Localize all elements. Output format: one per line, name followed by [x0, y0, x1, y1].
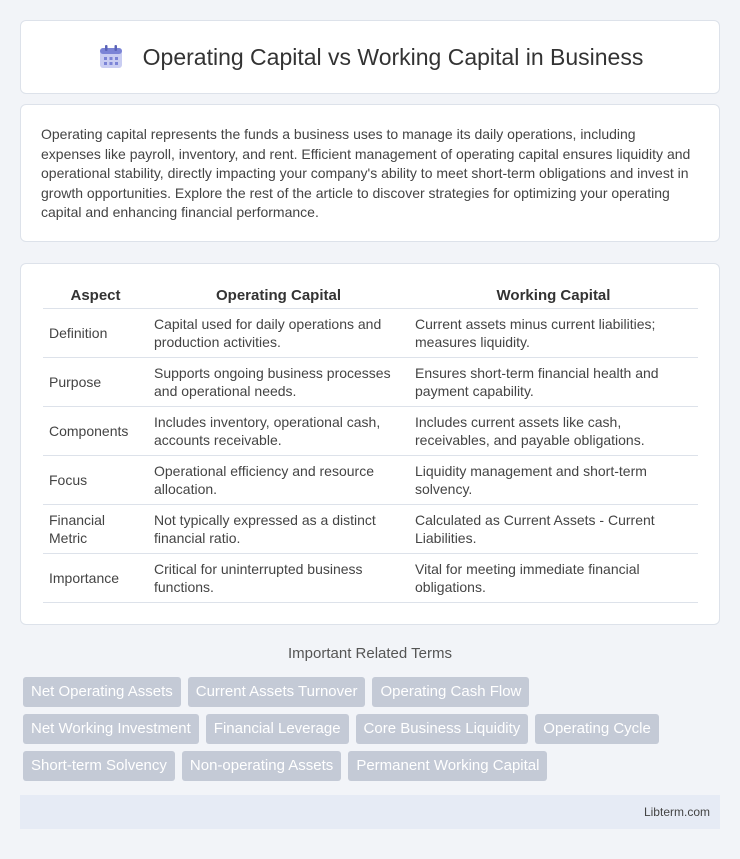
- intro-text: Operating capital represents the funds a business uses to manage its daily operations, including expenses like payroll, inventory, and rent. Efficient management of operating capital ensures liquidity and operational stability, directly impacting your company's ability to meet short-term obligations and invest in growth opportunities. Explore the rest of the article to discover strategies for optimizing your operating capital and enhancing financial performance.: [41, 126, 691, 221]
- related-term-tag[interactable]: Financial Leverage: [206, 714, 349, 744]
- cell-operating: Supports ongoing business processes and operational needs.: [148, 357, 409, 406]
- cell-working: Current assets minus current liabilities; measures liquidity.: [409, 308, 698, 357]
- cell-aspect: Purpose: [43, 357, 148, 406]
- cell-working: Vital for meeting immediate financial obligations.: [409, 553, 698, 602]
- header-working-capital: Working Capital: [409, 284, 698, 308]
- related-term-tag[interactable]: Non-operating Assets: [182, 751, 341, 781]
- related-term-tag[interactable]: Current Assets Turnover: [188, 677, 366, 707]
- table-row: [43, 406, 698, 455]
- header-operating-capital: Operating Capital: [148, 284, 409, 308]
- header-card: [20, 20, 720, 94]
- cell-operating: Operational efficiency and resource allocation.: [148, 455, 409, 504]
- cell-working: Calculated as Current Assets - Current Liabilities.: [409, 504, 698, 553]
- cell-operating: Not typically expressed as a distinct financial ratio.: [148, 504, 409, 553]
- table-row: [43, 455, 698, 504]
- related-terms-list: [23, 677, 723, 788]
- related-term-tag[interactable]: Short-term Solvency: [23, 751, 175, 781]
- related-terms-title: Important Related Terms: [288, 645, 452, 662]
- comparison-table: [43, 284, 698, 603]
- related-term-tag[interactable]: Operating Cash Flow: [372, 677, 529, 707]
- cell-aspect: Importance: [43, 553, 148, 602]
- footer: [20, 795, 720, 829]
- related-term-tag[interactable]: Operating Cycle: [535, 714, 659, 744]
- footer-site-link[interactable]: Libterm.com: [643, 805, 710, 819]
- table-row: [43, 553, 698, 602]
- cell-working: Ensures short-term financial health and payment capability.: [409, 357, 698, 406]
- page-title: Operating Capital vs Working Capital in Business: [142, 43, 644, 70]
- table-row: [43, 308, 698, 357]
- cell-aspect: Focus: [43, 455, 148, 504]
- table-row: [43, 504, 698, 553]
- cell-working: Liquidity management and short-term solvency.: [409, 455, 698, 504]
- related-term-tag[interactable]: Permanent Working Capital: [348, 751, 547, 781]
- cell-operating: Critical for uninterrupted business functions.: [148, 553, 409, 602]
- cell-working: Includes current assets like cash, receivables, and payable obligations.: [409, 406, 698, 455]
- cell-aspect: Definition: [43, 308, 148, 357]
- table-header-row: [43, 284, 698, 308]
- cell-aspect: Components: [43, 406, 148, 455]
- calendar-icon: [97, 43, 125, 71]
- tag-row: [23, 677, 723, 707]
- tag-row: [23, 751, 723, 781]
- comparison-card: [20, 263, 720, 625]
- cell-aspect: Financial Metric: [43, 504, 148, 553]
- table-row: [43, 357, 698, 406]
- cell-operating: Includes inventory, operational cash, accounts receivable.: [148, 406, 409, 455]
- tag-row: [23, 714, 723, 744]
- related-term-tag[interactable]: Net Operating Assets: [23, 677, 181, 707]
- intro-card: [20, 104, 720, 242]
- related-term-tag[interactable]: Net Working Investment: [23, 714, 199, 744]
- cell-operating: Capital used for daily operations and production activities.: [148, 308, 409, 357]
- header-aspect: Aspect: [43, 284, 148, 308]
- related-term-tag[interactable]: Core Business Liquidity: [356, 714, 529, 744]
